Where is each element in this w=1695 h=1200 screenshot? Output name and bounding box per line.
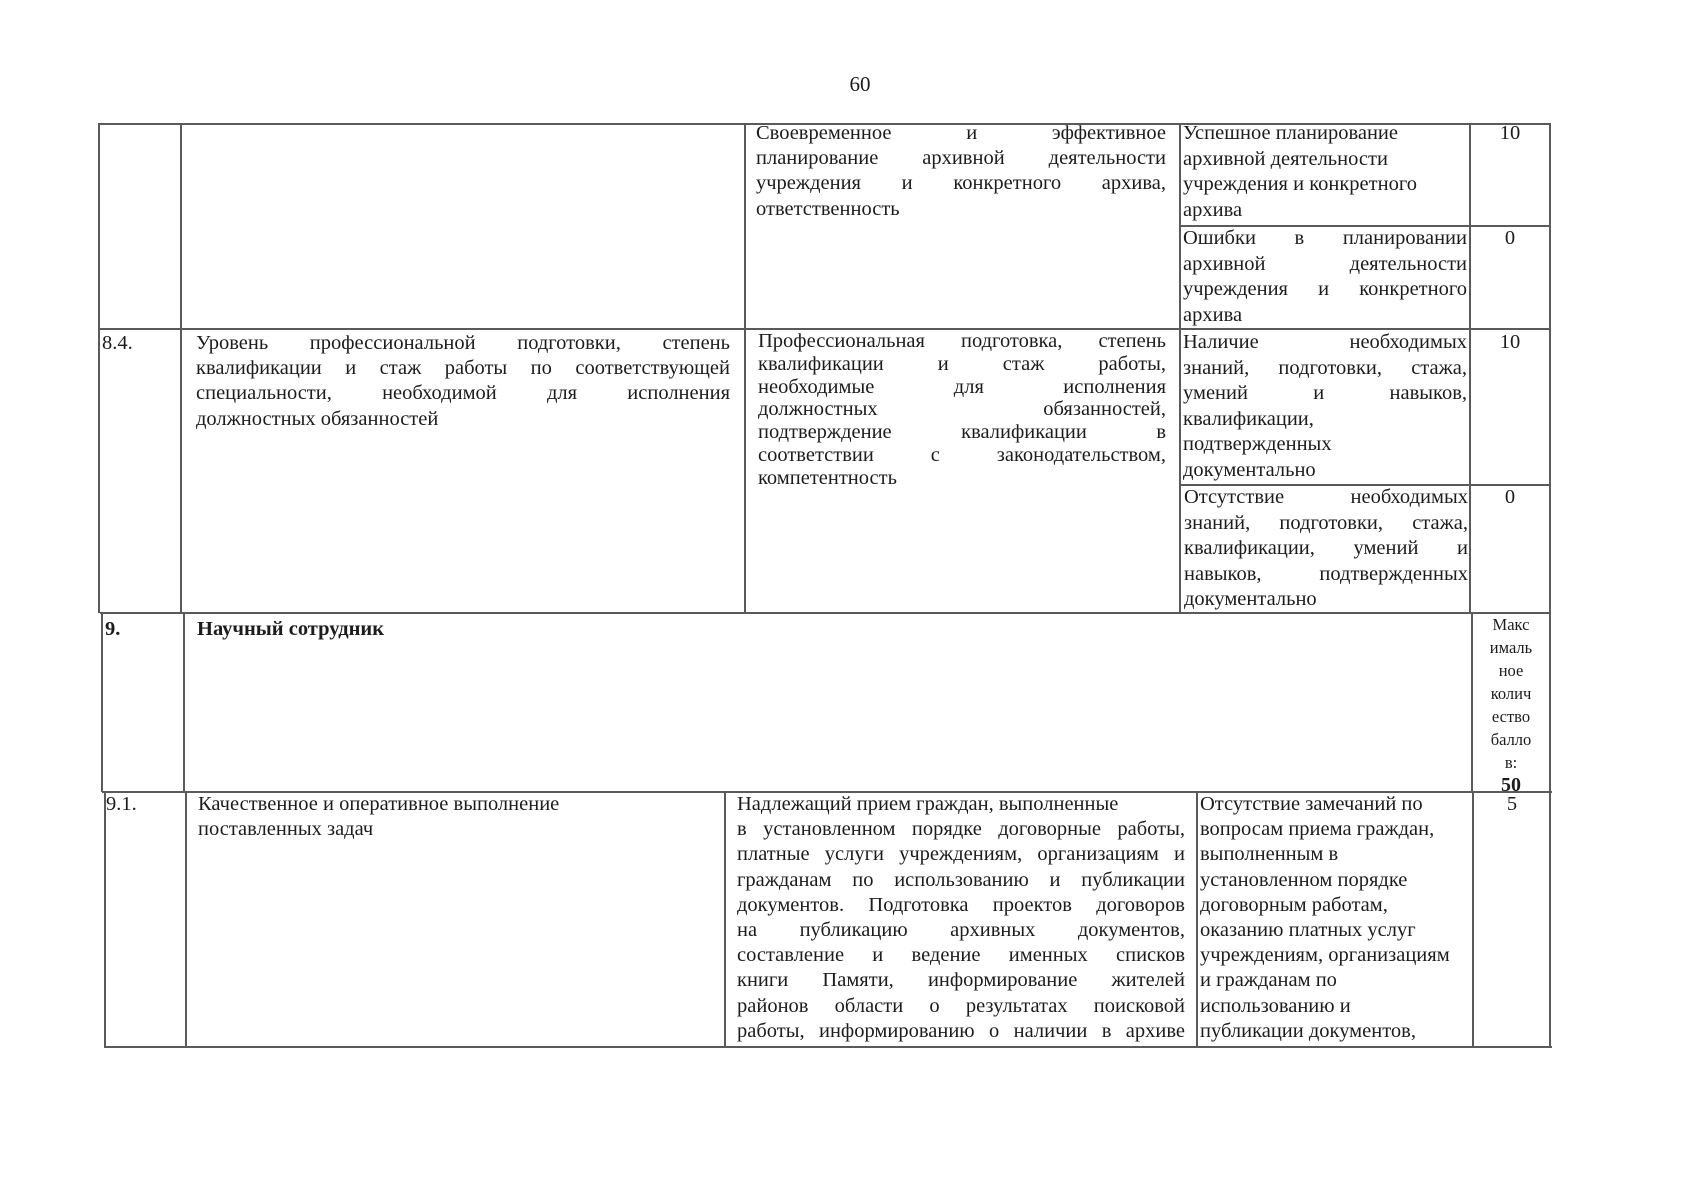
table-rule [104, 791, 106, 1047]
indicator-cell: Отсутствие необходимых знаний, подготовки, стажа, квалификации, умений и навыков, подтвержденных документально [1184, 486, 1468, 611]
indicator-cell: Ошибки в планировании архивной деятельности учреждения и конкретного архива [1183, 227, 1467, 326]
table-rule [183, 612, 185, 792]
table-rule [1196, 791, 1198, 1047]
score-cell: 10 [1499, 331, 1521, 353]
table-rule [104, 1046, 1552, 1048]
table-rule [185, 791, 187, 1047]
criterion-cell [756, 121, 1166, 222]
row-name: Качественное и оперативное выполнение поставленных задач [198, 793, 560, 841]
indicator-cell: Отсутствие замечаний по вопросам приема граждан, выполненным в установленном порядке договорным работам, оказанию платных услуг учреждениям, организациям и гражданам по использованию и публикации документов, [1200, 793, 1450, 1042]
criterion-line: Своевременное и эффективное [756, 122, 1166, 144]
max-score-value: 50 [1501, 774, 1521, 796]
section-title: Научный сотрудник [197, 618, 385, 640]
table-rule [1469, 123, 1471, 613]
criterion-line: ответственность [756, 197, 900, 220]
table-rule [1179, 123, 1181, 613]
table-rule [744, 123, 746, 613]
indicator-cell: Наличие необходимых знаний, подготовки, стажа, умений и навыков, квалификации, подтвержденных документально [1183, 331, 1467, 481]
criterion-line: учреждения и конкретного архива, [756, 172, 1166, 195]
score-cell: 0 [1504, 227, 1516, 249]
criterion-line: планирование архивной деятельности [756, 147, 1166, 170]
row-number: 9. [105, 618, 121, 640]
page-number: 60 [849, 72, 871, 96]
criterion-cell: Надлежащий прием граждан, выполненные в установленном порядке договорные работы, платные услуги учреждениям, организациям и гражданам по использованию и публикации документов. Подготовка проектов договоров на публикацию архивных документов, составление и ведение именных списков книги Памяти, информирование жителей районов области о результатах поисковой работы, информированию о наличии в архиве [737, 793, 1185, 1042]
table-rule [180, 123, 182, 613]
table-rule [1472, 791, 1474, 1047]
score-cell: 0 [1504, 486, 1516, 508]
row-number: 9.1. [106, 793, 137, 815]
table-rule [98, 123, 100, 613]
score-cell: 5 [1506, 793, 1518, 815]
row-name: Уровень профессиональной подготовки, степень квалификации и стаж работы по соответствующей специальности, необходимой для исполнения должностных обязанностей [196, 332, 730, 430]
indicator-cell: Успешное планирование архивной деятельности учреждения и конкретного архива [1183, 122, 1417, 221]
max-score-cell: Макс ималь ное колич ество балло в: 50 [1476, 613, 1546, 797]
table-rule [101, 612, 103, 792]
table-rule [1549, 123, 1551, 1047]
row-number: 8.4. [102, 332, 133, 354]
table-rule [1471, 612, 1473, 792]
criterion-cell: Профессиональная подготовка, степень квалификации и стаж работы, необходимые для исполнения должностных обязанностей, подтверждение квалификации в соответствии с законодательством, компетентность [758, 330, 1166, 489]
table-rule [724, 791, 726, 1047]
score-cell: 10 [1499, 122, 1521, 144]
